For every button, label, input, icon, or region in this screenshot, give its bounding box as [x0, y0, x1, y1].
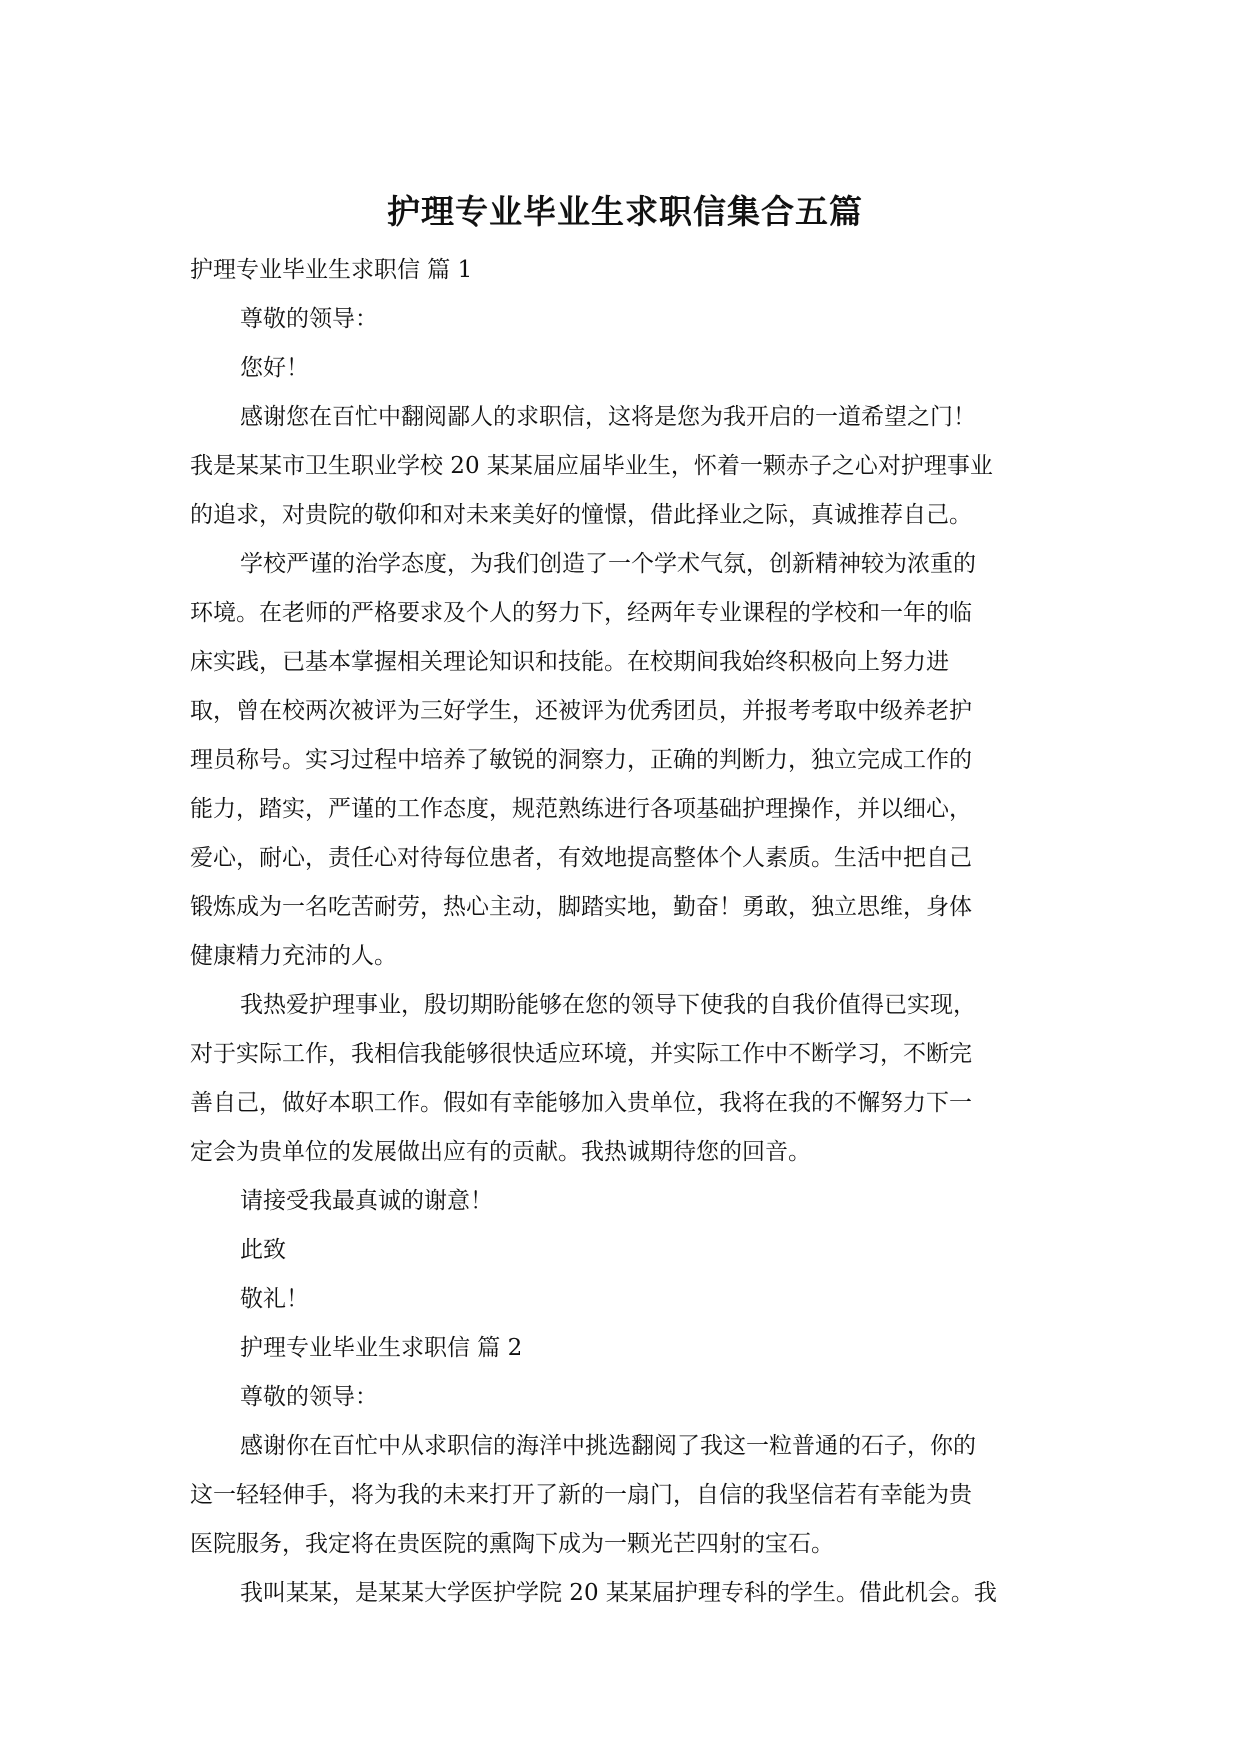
text-line: 敬礼！ — [240, 1286, 309, 1312]
text-line: 我叫某某，是某某大学医护学院 20 某某届护理专科的学生。借此机会。我 — [240, 1580, 997, 1606]
text-line: 锻炼成为一名吃苦耐劳，热心主动，脚踏实地，勤奋！勇敢，独立思维，身体 — [190, 894, 972, 920]
text-line: 我是某某市卫生职业学校 20 某某届应届毕业生，怀着一颗赤子之心对护理事业 — [190, 453, 993, 479]
text-line: 定会为贵单位的发展做出应有的贡献。我热诚期待您的回音。 — [190, 1139, 811, 1165]
text-line: 的追求，对贵院的敬仰和对未来美好的憧憬，借此择业之际，真诚推荐自己。 — [190, 502, 972, 528]
text-line: 善自己，做好本职工作。假如有幸能够加入贵单位，我将在我的不懈努力下一 — [190, 1090, 972, 1116]
text-line: 我热爱护理事业，殷切期盼能够在您的领导下使我的自我价值得已实现， — [240, 992, 976, 1018]
text-line: 理员称号。实习过程中培养了敏锐的洞察力，正确的判断力，独立完成工作的 — [190, 747, 972, 773]
document-title: 护理专业毕业生求职信集合五篇 — [387, 192, 863, 231]
text-line: 健康精力充沛的人。 — [190, 943, 397, 969]
document-page — [190, 190, 1060, 1618]
document-body — [190, 246, 1060, 1618]
text-line: 能力，踏实，严谨的工作态度，规范熟练进行各项基础护理操作，并以细心， — [190, 796, 972, 822]
text-line: 对于实际工作，我相信我能够很快适应环境，并实际工作中不断学习，不断完 — [190, 1041, 972, 1067]
text-line: 学校严谨的治学态度，为我们创造了一个学术气氛，创新精神较为浓重的 — [240, 551, 976, 577]
text-line: 护理专业毕业生求职信 篇 1 — [190, 257, 473, 283]
text-line: 请接受我最真诚的谢意！ — [240, 1188, 493, 1214]
text-line: 这一轻轻伸手，将为我的未来打开了新的一扇门，自信的我坚信若有幸能为贵 — [190, 1482, 972, 1508]
text-line: 您好！ — [240, 355, 309, 381]
text-line: 床实践，已基本掌握相关理论知识和技能。在校期间我始终积极向上努力进 — [190, 649, 949, 675]
text-line: 尊敬的领导： — [240, 306, 378, 332]
text-line: 环境。在老师的严格要求及个人的努力下，经两年专业课程的学校和一年的临 — [190, 600, 972, 626]
text-line: 感谢您在百忙中翻阅鄙人的求职信，这将是您为我开启的一道希望之门！ — [240, 404, 976, 430]
text-line: 此致 — [240, 1237, 286, 1263]
text-line: 感谢你在百忙中从求职信的海洋中挑选翻阅了我这一粒普通的石子，你的 — [240, 1433, 976, 1459]
text-line: 取，曾在校两次被评为三好学生，还被评为优秀团员，并报考考取中级养老护 — [190, 698, 972, 724]
text-line: 医院服务，我定将在贵医院的熏陶下成为一颗光芒四射的宝石。 — [190, 1531, 834, 1557]
text-line: 护理专业毕业生求职信 篇 2 — [240, 1335, 523, 1361]
text-line: 尊敬的领导： — [240, 1384, 378, 1410]
text-line: 爱心，耐心，责任心对待每位患者，有效地提高整体个人素质。生活中把自己 — [190, 845, 972, 871]
